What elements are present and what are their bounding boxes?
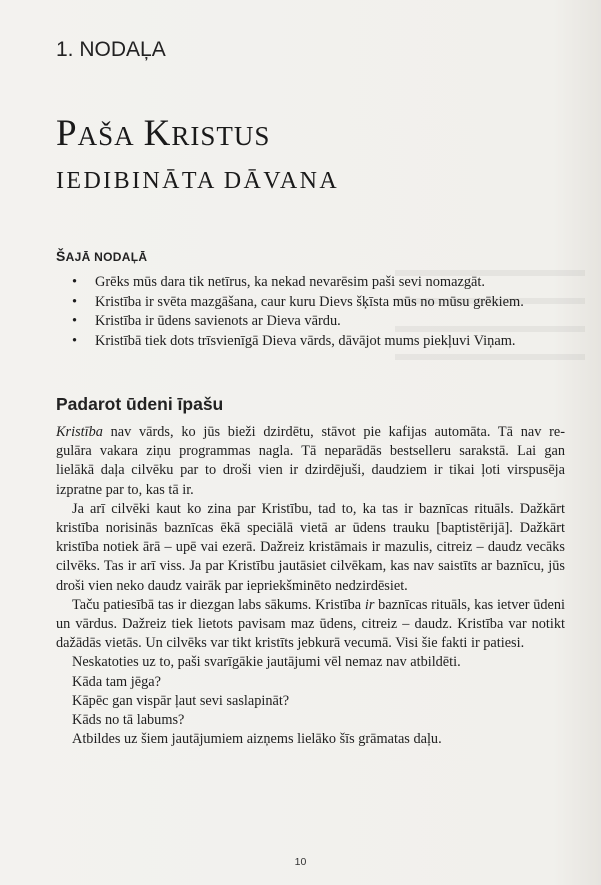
paragraph-4: Neskatoties uz to, paši svarīgākie jautājumi vēl nemaz nav atbildēti. — [72, 654, 461, 671]
paragraph-5: Atbildes uz šiem jautājumiem aizņems lielāko šīs grāmatas daļu. — [72, 731, 442, 748]
chapter-summary-list — [70, 273, 570, 351]
question: Kāds no tā labums? — [72, 712, 185, 729]
text: Taču patiesībā tas ir diezgan labs sākums. Kristība — [72, 596, 365, 613]
title-initial: K — [143, 113, 172, 154]
heading-initial: Š — [56, 248, 66, 264]
emphasis: ir — [364, 596, 375, 613]
heading-rest: AJĀ NODAĻĀ — [65, 250, 148, 264]
chapter-label: 1. NODAĻA — [56, 38, 166, 61]
title-smallcaps: RISTUS — [171, 121, 271, 151]
line: gulāra vakara ziņu programmas nagla. Tā neparādās bestselleru sarakstā. Lai gan — [56, 443, 565, 460]
line: lielākā daļa cilvēku par to droši vien ir dzirdējuši, daudziem ir tikai ļoti virspusēja — [56, 462, 565, 479]
summary-item: • Kristība ir ūdens savienots ar Dieva vārdu. — [70, 312, 570, 332]
in-this-chapter-heading — [56, 248, 147, 264]
summary-item: • Kristība ir svēta mazgāšana, caur kuru Dievs šķīsta mūs no mūsu grēkiem. — [70, 293, 570, 313]
page-number: 10 — [294, 856, 307, 868]
question: Kāda tam jēga? — [72, 673, 161, 690]
summary-item: • Grēks mūs dara tik netīrus, ka nekad nevarēsim paši sevi nomazgāt. — [70, 273, 570, 293]
summary-item: • Kristībā tiek dots trīsvienīgā Dieva vārds, dāvājot mums piekļuvi Viņam. — [70, 332, 570, 352]
section-heading: Padarot ūdeni īpašu — [56, 394, 224, 414]
paragraph-2: Ja arī cilvēki kaut ko zina par Kristību, tad to, ka tas ir baznīcas rituāls. Dažkārt kristība norisinās baznīcas ēkā speciālā vietā ar ūdens trauku [baptistērijā]. Dažkārt kristība notiek ārā – upē vai ezerā. Dažreiz kristāmais ir mazulis, citreiz – daudz vecāks cilvēks. Tas ir arī viss. Ja par Kristību jautāsiet cilvēkam, kas nav saistīts ar baznīcu, jūs droši vien neko daudz vairāk par iepriekšminēto nedzirdēsiet. — [56, 500, 565, 594]
chapter-title-line-2: IEDIBINĀTA DĀVANA — [56, 168, 340, 194]
title-smallcaps: AŠA — [77, 121, 135, 151]
line — [56, 423, 565, 442]
question: Kāpēc gan vispār ļaut sevi saslapināt? — [72, 692, 290, 709]
emphasis: Kristība — [56, 424, 103, 440]
line: izpratne par to, kas tā ir. — [56, 481, 194, 498]
title-initial: P — [56, 113, 78, 154]
paragraph-1 — [56, 423, 565, 500]
paragraph-3 — [56, 596, 565, 654]
text: nav vārds, ko jūs bieži dzirdētu, stāvot pie kafijas automāta. Tā nav re- — [102, 424, 565, 440]
text: baznīcas rituāls, kas ietver ūdeni un vārdus. Dažreiz tiek lietots pavisam maz ūdens, citreiz – daudz. Kristība var notikt dažādās vietās. Un cilvēks var tikt kristīts jebkurā vecumā. Visi šie fakti ir patiesi. — [56, 596, 565, 652]
chapter-title-line-1 — [56, 112, 270, 155]
body-text — [56, 423, 565, 749]
